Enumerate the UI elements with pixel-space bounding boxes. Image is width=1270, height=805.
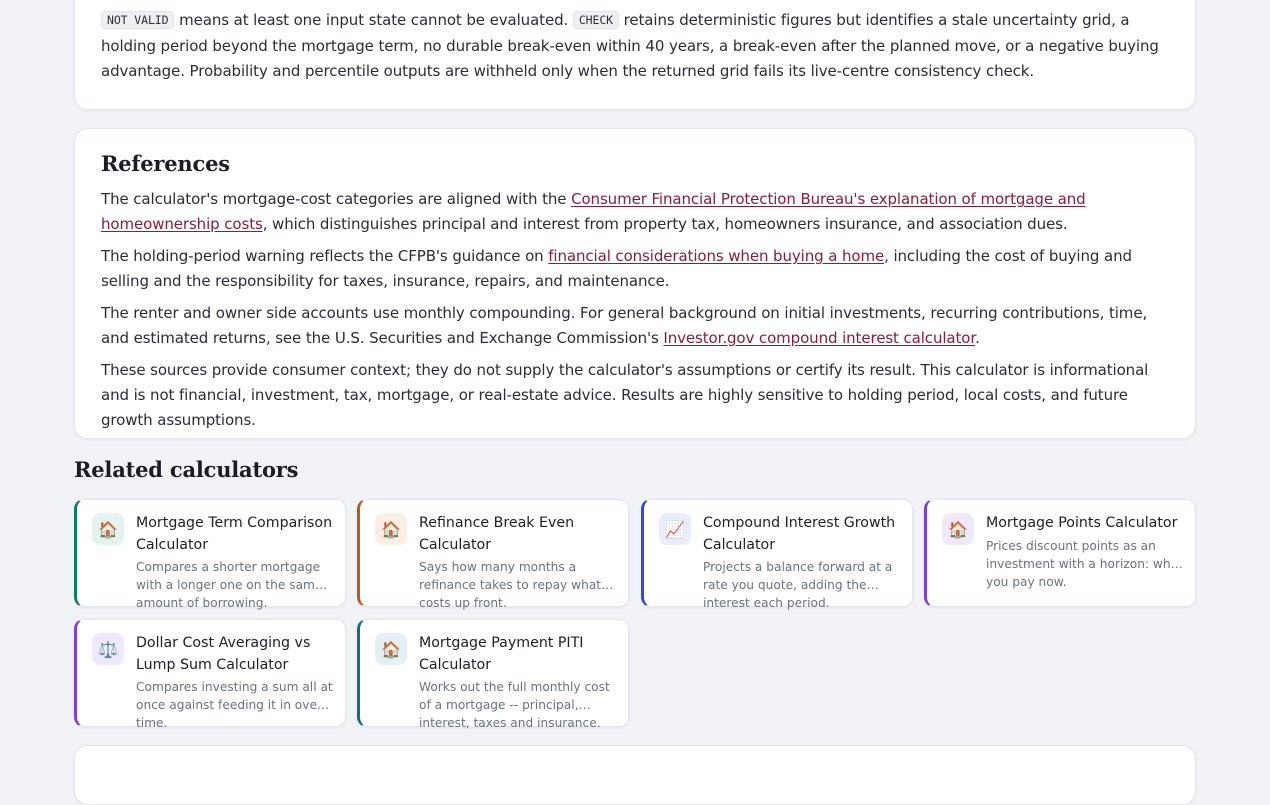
reference-paragraph-3 xyxy=(101,301,1169,351)
house-icon: 🏠 xyxy=(375,513,407,545)
related-calculator-tile[interactable] xyxy=(641,499,913,610)
house-icon: 🏠 xyxy=(942,513,974,545)
related-calculator-name: Dollar Cost Averaging vs Lump Sum Calculator xyxy=(136,635,311,673)
scales-icon: ⚖️ xyxy=(92,633,124,665)
related-calculator-description: Compares a shorter mortgage with a longer one on the same amount of borrowing. xyxy=(136,560,323,610)
related-calculator-description: Prices discount points as an investment with a horizon: what you pay now. xyxy=(986,539,1183,589)
house-icon: 🏠 xyxy=(92,513,124,545)
reference-3-tail: . xyxy=(975,328,980,347)
reference-2-tail: , including the cost of buying and selling and the responsibility for taxes, insurance, repairs, and maintenance. xyxy=(101,247,1132,290)
next-card xyxy=(74,745,1196,805)
related-calculator-name: Mortgage Payment PITI Calculator xyxy=(419,635,584,673)
related-calculator-description: Projects a balance forward at a rate you quote, adding the interest each period. xyxy=(703,560,893,610)
cfpb-mortgage-costs-link[interactable]: Consumer Financial Protection Bureau's explanation of mortgage and homeownership costs xyxy=(101,190,1086,233)
reference-1-tail: , which distinguishes principal and interest from property tax, homeowners insurance, and association dues. xyxy=(262,214,1068,233)
not-valid-description: means at least one input state cannot be evaluated. xyxy=(174,11,573,29)
cfpb-buying-home-link[interactable]: financial considerations when buying a home xyxy=(548,247,885,266)
check-badge: CHECK xyxy=(573,11,619,29)
reference-3-lead: The renter and owner side accounts use monthly compounding. For general background on initial investments, recurring contributions, time, and estimated returns, see the U.S. Securities and Exchange Commission's xyxy=(101,304,1148,347)
reference-1-lead: The calculator's mortgage-cost categories are aligned with the xyxy=(101,190,572,208)
chart-icon: 📈 xyxy=(659,513,691,545)
house-icon: 🏠 xyxy=(375,633,407,665)
status-notes-card xyxy=(74,0,1196,110)
reference-paragraph-2 xyxy=(101,244,1169,294)
check-description: retains deterministic figures but identifies a stale uncertainty grid, a holding period beyond the mortgage term, no durable break-even within 40 years, a break-even after the planned move, or a negative buying advantage. Probability and percentile outputs are withheld only when the returned grid fails its live-centre consistency check. xyxy=(101,11,1159,80)
related-calculator-name: Refinance Break Even Calculator xyxy=(419,515,575,553)
investor-gov-calculator-link[interactable]: Investor.gov compound interest calculator xyxy=(663,328,976,347)
related-calculator-description: Says how many months a refinance takes to repay what it costs up front. xyxy=(419,560,614,610)
related-calculator-name: Mortgage Points Calculator xyxy=(986,515,1178,531)
related-calculator-tile[interactable] xyxy=(357,499,629,610)
status-notes-text xyxy=(101,8,1169,83)
not-valid-badge: NOT VALID xyxy=(101,11,174,29)
related-calculator-tile[interactable] xyxy=(924,499,1196,607)
related-calculator-tile[interactable] xyxy=(357,619,629,730)
related-calculators-title: Related calculators xyxy=(74,457,299,482)
reference-paragraph-1 xyxy=(101,187,1169,237)
reference-2-lead: The holding-period warning reflects the CFPB's guidance on xyxy=(101,247,549,266)
references-title: References xyxy=(101,151,230,176)
related-calculator-tile[interactable] xyxy=(74,619,346,730)
disclaimer-paragraph: These sources provide consumer context; they do not supply the calculator's assumptions or certify its result. This calculator is informational and is not financial, investment, tax, mortgage, or real-estate advice. Results are highly sensitive to holding period, local costs, and future growth assumptions. xyxy=(101,361,1149,429)
related-calculator-description: Works out the full monthly cost of a mortgage -- principal, interest, taxes and insurance. xyxy=(419,680,610,730)
references-card xyxy=(74,128,1196,439)
related-calculator-tile[interactable] xyxy=(74,499,346,610)
related-calculator-name: Mortgage Term Comparison Calculator xyxy=(136,515,333,553)
related-calculator-name: Compound Interest Growth Calculator xyxy=(703,515,896,553)
related-calculator-description: Compares investing a sum all at once against feeding it in over time. xyxy=(136,680,333,730)
